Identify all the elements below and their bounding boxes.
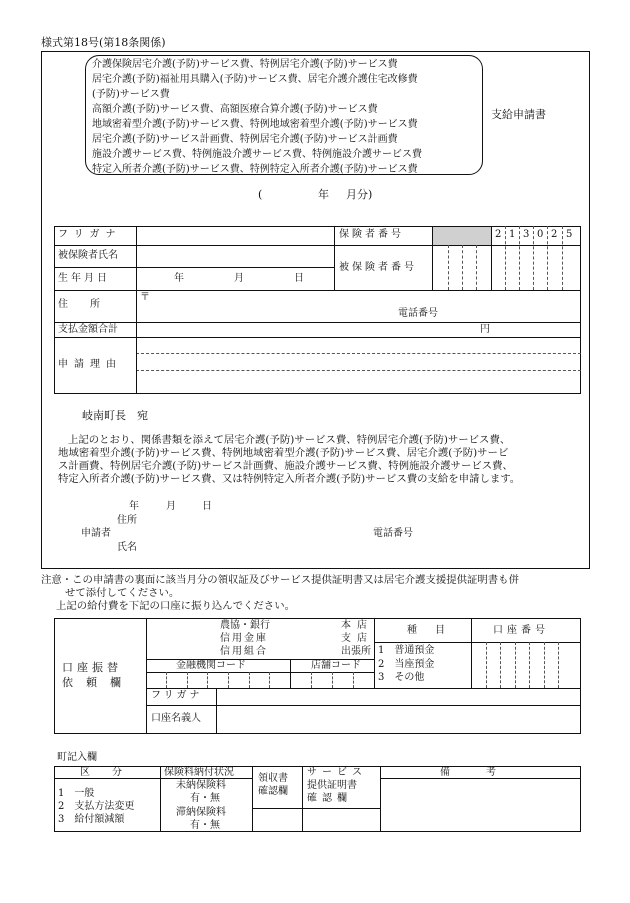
- col-receipt: 領収書: [258, 773, 288, 784]
- total-label: 支払金額合計: [58, 324, 118, 335]
- declaration-line: ス計画費、特例居宅介護(予防)サービス計画費、施設介護サービス費、特例施設介護サービス費、: [58, 460, 513, 472]
- insurer-digit: 1: [509, 229, 516, 240]
- furigana-label: フリガナ: [58, 229, 122, 240]
- col-service: 提供証明書: [307, 780, 357, 791]
- kind-label: 種目: [407, 625, 463, 636]
- decl-residence: 住所: [117, 515, 137, 526]
- decl-year: 年: [129, 501, 139, 512]
- bank-title-1: 口座振替: [62, 661, 122, 674]
- service-types-list: [92, 57, 422, 177]
- branch-type[interactable]: 本店: [341, 620, 373, 631]
- birth-year: 年: [174, 273, 184, 284]
- insurer-digit: 3: [523, 229, 530, 240]
- insurer-no-label: 保険者番号: [339, 229, 404, 240]
- col-status: 保険料納付状況: [164, 767, 234, 778]
- kubun-item[interactable]: 3 給付額減額: [58, 814, 125, 825]
- service-type-line: 地域密着型介護(予防)サービス費、特例地域密着型介護(予防)サービス費: [92, 119, 418, 130]
- declaration-line: 上記のとおり、関係書類を添えて居宅介護(予防)サービス費、特例居宅介護(予防)サービス費、: [68, 434, 511, 446]
- note-line: 上記の給付費を下記の口座に振り込んでください。: [56, 600, 295, 612]
- status-item[interactable]: 有・無: [190, 793, 220, 804]
- col-kubun: 区分: [80, 767, 144, 778]
- inst-type[interactable]: 信用金庫: [220, 633, 268, 644]
- insurer-digit: 2: [495, 229, 502, 240]
- office-title: 町記入欄: [57, 752, 97, 763]
- period-month: 月分): [346, 188, 373, 201]
- insurer-no-shaded: [433, 227, 491, 245]
- service-type-line: 施設介護サービス費、特例施設介護サービス費、特例施設介護サービス費: [92, 149, 422, 160]
- insured-no-label: 被保険者番号: [339, 262, 417, 273]
- birthdate-label: 生年月日: [58, 273, 110, 284]
- decl-day: 日: [202, 501, 212, 512]
- account-kind[interactable]: 2 当座預金: [378, 659, 435, 670]
- note-line: 注意・この申請書の裏面に該当月分の領収証及びサービス提供証明書又は居宅介護支援提供証明書も併: [41, 574, 519, 586]
- address-field[interactable]: [137, 291, 580, 321]
- service-type-line: (予防)サービス費: [92, 89, 170, 100]
- period-open: (: [258, 188, 263, 201]
- declaration-line: 特定入所者介護(予防)サービス費、又は特例特定入所者介護(予防)サービス費の支給を申請します。: [58, 473, 521, 485]
- birth-month: 月: [234, 273, 244, 284]
- inst-type[interactable]: 信用組合: [220, 646, 268, 657]
- account-kind[interactable]: 1 普通預金: [378, 645, 435, 656]
- phone-label: 電話番号: [398, 308, 438, 319]
- decl-phone: 電話番号: [373, 528, 413, 539]
- insured-name-label: 被保険者氏名: [58, 250, 118, 261]
- service-type-line: 特定入所者介護(予防)サービス費、特例特定入所者介護(予防)サービス費: [92, 164, 418, 175]
- col-receipt: 確認欄: [258, 786, 288, 797]
- status-item: 滞納保険料: [176, 807, 226, 818]
- service-type-line: 介護保険居宅介護(予防)サービス費、特例居宅介護(予防)サービス費: [92, 59, 398, 70]
- insured-name-field[interactable]: [137, 246, 333, 267]
- bank-title-2: 依頼欄: [62, 676, 134, 689]
- form-number: 様式第18号(第18条関係): [41, 36, 166, 49]
- account-no-label: 口座番号: [493, 625, 549, 636]
- kubun-item[interactable]: 1 一般: [58, 788, 95, 799]
- holder-field[interactable]: [217, 706, 580, 733]
- postal-mark: 〒: [140, 292, 150, 303]
- branch-type[interactable]: 支店: [341, 633, 373, 644]
- insurer-digit: 0: [537, 229, 544, 240]
- yen-unit: 円: [480, 324, 490, 335]
- insurer-digit: 2: [551, 229, 558, 240]
- col-service: サービス: [307, 767, 367, 778]
- doc-title: 支給申請書: [491, 108, 546, 121]
- declaration-body: [58, 434, 520, 486]
- decl-name: 氏名: [117, 542, 137, 553]
- reason-label: 申請理由: [58, 359, 122, 370]
- status-item: 未納保険料: [176, 780, 226, 791]
- service-type-line: 居宅介護(予防)サービス計画費、特例居宅介護(予防)サービス計画費: [92, 134, 398, 145]
- addressee: 岐南町長 宛: [82, 409, 148, 422]
- status-item[interactable]: 有・無: [190, 820, 220, 831]
- reason-field[interactable]: [137, 338, 580, 393]
- kubun-item[interactable]: 2 支払方法変更: [58, 801, 135, 812]
- branch-type[interactable]: 出張所: [341, 646, 371, 657]
- period-year: 年: [318, 188, 329, 201]
- note-line: せて添付してください。: [65, 587, 180, 599]
- total-field[interactable]: [137, 323, 580, 336]
- decl-applicant: 申請者: [81, 528, 111, 539]
- account-kind[interactable]: 3 その他: [378, 672, 425, 683]
- holder-furigana-label: フリガナ: [151, 690, 203, 701]
- branch-code-label: 店舗コード: [311, 660, 361, 671]
- birth-day: 日: [294, 273, 304, 284]
- address-label: 住所: [58, 299, 122, 310]
- declaration-line: 地域密着型介護(予防)サービス費、特例地域密着型介護(予防)サービス費、居宅介護(予防)サービ: [58, 447, 509, 459]
- insurer-digit: 5: [566, 229, 573, 240]
- service-type-line: 居宅介護(予防)福祉用具購入(予防)サービス費、居宅介護介護住宅改修費: [92, 74, 418, 85]
- inst-code-label: 金融機関コード: [176, 660, 246, 671]
- decl-month: 月: [166, 501, 176, 512]
- col-remarks: 備考: [440, 767, 532, 778]
- holder-furigana-field[interactable]: [217, 689, 580, 704]
- inst-type[interactable]: 農協・銀行: [220, 620, 270, 631]
- service-type-line: 高額介護(予防)サービス費、高額医療合算介護(予防)サービス費: [92, 104, 378, 115]
- col-service: 確認欄: [307, 793, 352, 804]
- holder-label: 口座名義人: [151, 713, 201, 724]
